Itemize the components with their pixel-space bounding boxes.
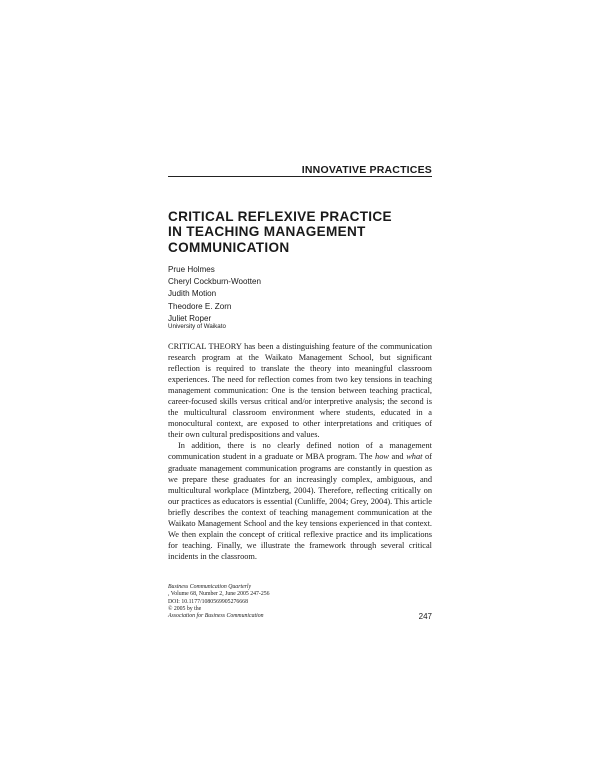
publication-footnote — [168, 584, 432, 620]
author-name: Judith Motion — [168, 289, 217, 299]
page-number: 247 — [418, 612, 432, 621]
title-line: IN TEACHING MANAGEMENT — [168, 224, 366, 240]
doi-line: DOI: 10.1177/1080569905276668 — [168, 598, 248, 605]
copyright-line: © 2005 by the Association for Business Communication — [168, 605, 264, 620]
section-label: INNOVATIVE PRACTICES — [301, 164, 432, 176]
emphasis-what: what — [406, 452, 423, 462]
author-list — [168, 264, 261, 331]
title-line: COMMUNICATION — [168, 239, 290, 255]
article-title — [168, 209, 432, 255]
author-name: Prue Holmes — [168, 265, 215, 274]
title-line: CRITICAL REFLEXIVE PRACTICE — [168, 209, 392, 224]
header-rule — [168, 176, 432, 177]
emphasis-how: how — [375, 452, 389, 462]
author-name: Juliet Roper — [168, 313, 212, 323]
journal-name: Business Communication Quarterly — [168, 584, 252, 590]
citation-line: Business Communication Quarterly , Volume 68, Number 2, June 2005 247-256 — [168, 584, 270, 598]
author-name: Theodore E. Zorn — [168, 301, 232, 311]
association-name: Association for Business Communication — [168, 613, 264, 620]
author-name: Cheryl Cockburn-Wootten — [168, 277, 261, 287]
article-body — [168, 341, 432, 562]
author-affiliation: University of Waikato — [168, 323, 226, 331]
body-paragraph: CRITICAL THEORY has been a distinguishing feature of the communication research program at the Waikato Management School, but significant reflection is required to translate the theory into meaningful classroom experiences. The need for reflection comes from two key tensions in teaching management communication: One is the tension between teaching practical, career-focused skills versus critical and/or interpretive analysis; the second is the multicultural classroom environment where students, educated in a monocultural context, are exposed to other interpretations and critiques of their own cultural predispositions and values. — [168, 342, 432, 440]
body-paragraph: In addition, there is no clearly defined notion of a management communication student in a graduate or MBA program. The how and what of graduate management communication programs are constantly in question as we prepare these graduates for an increasingly complex, ambiguous, and multicultural workplace (Mintzberg, 2004). Therefore, reflecting critically on our practices as educators is essential (Cunliffe, 2004; Grey, 2004). This article briefly describes the context of teaching management communication at the Waikato Management School and the key tensions experienced in that context. We then explain the concept of critical reflexive practice and its implications for teaching. Finally, we illustrate the framework through several critical incidents in the classroom. — [168, 441, 432, 561]
